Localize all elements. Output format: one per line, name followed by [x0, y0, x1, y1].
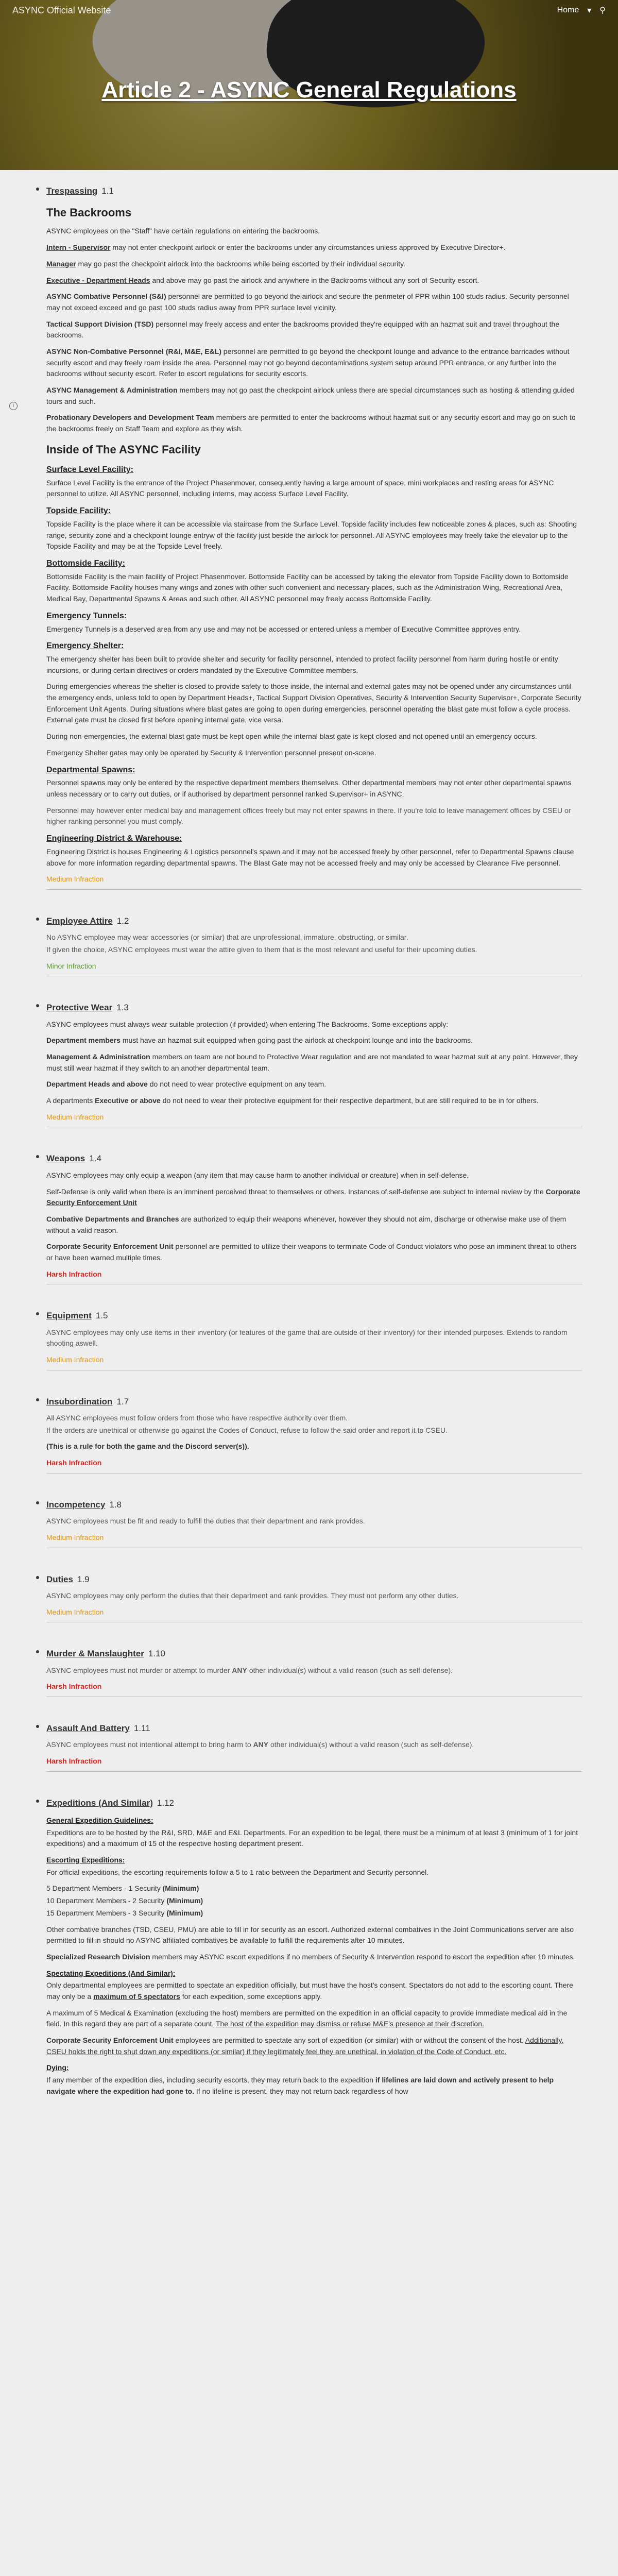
- content: [36, 170, 582, 2130]
- section-assault: [36, 1720, 582, 1779]
- text: If no lifeline is present, they may not return back regardless of how: [194, 2087, 408, 2095]
- bullet: [36, 1501, 39, 1504]
- paragraph: No ASYNC employee may wear accessories (or similar) that are unprofessional, immature, obstructing, or similar.: [46, 933, 408, 942]
- paragraph: [46, 1980, 582, 2002]
- subheading-small: Spectating Expeditions (And Similar):: [46, 1969, 176, 1977]
- section-title: [46, 1797, 582, 1810]
- paragraph: Expeditions are to be hosted by the R&I, SRD, M&E and E&L Departments. For an expedition to be legal, there must be a minimum of at least 3 (minimum of 1 for joint expeditions) and a maximum of 15 of the respective hosting department present.: [46, 1828, 578, 1848]
- bullet: [36, 188, 39, 191]
- label: Executive or above: [95, 1096, 161, 1105]
- label: Specialized Research Division: [46, 1952, 150, 1961]
- label: Probationary Developers and Development Team: [46, 413, 214, 422]
- paragraph: [46, 242, 582, 253]
- link[interactable]: Corporate Security Enforcement Unit: [46, 1187, 580, 1207]
- text: other individual(s) without a valid reason (such as self-defense).: [268, 1740, 474, 1749]
- paragraph: [46, 1079, 582, 1090]
- paragraph: [46, 291, 582, 313]
- title-num: 1.3: [116, 1003, 129, 1013]
- paragraph: [46, 346, 582, 380]
- section-title: [46, 1722, 582, 1735]
- bullet: [36, 1312, 39, 1315]
- paragraph: Other combative branches (TSD, CSEU, PMU) are able to fill in for security as an escort. Authorized external combatives in the Joint Communications server are also permitted to fill in should no ASYNC affiliated combatives be available to fulfill the requirements after 10 minutes.: [46, 1925, 574, 1945]
- penalty-badge: Harsh Infraction: [46, 1682, 102, 1691]
- paragraph: [46, 1035, 582, 1046]
- subheading: The Backrooms: [46, 206, 132, 219]
- section-body: [46, 1571, 582, 1630]
- section-body: [46, 182, 582, 897]
- paragraph: ASYNC employees may only use items in their inventory (or features of the game that are outside of their inventory) for their intended purposes. Extends to random shooting aswell.: [46, 1328, 568, 1348]
- text: A departments: [46, 1096, 95, 1105]
- paragraph: Emergency Tunnels is a deserved area from any use and may not be accessed or entered unless a member of Executive Committee approves entry.: [46, 624, 521, 633]
- section-body: [46, 1307, 582, 1377]
- text: personnel are permitted to go beyond the airlock and secure the perimeter of PPR within 100 studs radius. Security personnel may not exceed exceed and go past 100 studs radius away from PPR surface level vicinity.: [46, 292, 569, 312]
- paragraph: If given the choice, ASYNC employees must wear the attire given to them that is the most relevant and useful for their upcoming duties.: [46, 945, 477, 954]
- paragraph: During emergencies whereas the shelter is closed to provide safety to those inside, the internal and external gates may not be opened under any circumstances until the emergency ends, unless told to open by Department Heads+, Tactical Support Division Operatives, Security & Intervention Security Supervisor+, Corporate Security Enforcement Unit Agents. During situations where blast gates are going to open during emergencies, personnel operating the blast gate must follow a cycle process. External gate must be closed first before opening internal gate, vice versa.: [46, 682, 581, 724]
- label: Corporate Security Enforcement Unit: [46, 2036, 174, 2045]
- section-expeditions: [36, 1794, 582, 2103]
- nav-right: [557, 5, 606, 15]
- paragraph: ASYNC employees on the "Staff" have certain regulations on entering the backrooms.: [46, 227, 320, 235]
- paragraph: [46, 319, 582, 341]
- title-text: Duties: [46, 1574, 73, 1584]
- section-trespassing: [36, 182, 582, 897]
- text: If any member of the expedition dies, including security escorts, they may return back to the expedition: [46, 2076, 375, 2084]
- title-num: 1.11: [133, 1723, 150, 1733]
- bullet: [36, 918, 39, 921]
- emphasis: (Minimum): [162, 1884, 199, 1893]
- penalty-badge: Minor Infraction: [46, 961, 96, 970]
- text: personnel are permitted to utilize their weapons to terminate Code of Conduct violators who pose an imminent threat to others or have been warned multiple times.: [46, 1242, 577, 1262]
- paragraph: The emergency shelter has been built to provide shelter and security for facility personnel, intended to protect facility personnel from harm during hostile or entity incursions, or during certain directives or orders mandated by the Executive Committee members.: [46, 655, 558, 674]
- section-equipment: [36, 1307, 582, 1377]
- divider: [46, 889, 582, 890]
- label: Corporate Security Enforcement Unit: [46, 1242, 174, 1251]
- paragraph: [46, 1187, 582, 1209]
- text: are authorized to equip their weapons whenever, however they should not aim, discharge or otherwise make use of them without a valid reason.: [46, 1214, 566, 1234]
- paragraph: All ASYNC employees must follow orders from those who have respective authority over them.: [46, 1414, 348, 1422]
- emphasis: (Minimum): [166, 1896, 203, 1905]
- paragraph: ASYNC employees must always wear suitable protection (if provided) when entering The Backrooms. Some exceptions apply:: [46, 1020, 449, 1028]
- text: 15 Department Members - 3 Security: [46, 1908, 167, 1917]
- paragraph: ASYNC employees may only perform the duties that their department and rank provides. They must not perform any other duties.: [46, 1591, 459, 1600]
- subheading-small: Escorting Expeditions:: [46, 1856, 125, 1865]
- label: Department members: [46, 1036, 121, 1045]
- bullet: [36, 1650, 39, 1653]
- text: personnel may freely access and enter the backrooms provided they're equipped with an hazmat suit and travel throughout the backrooms.: [46, 319, 560, 340]
- section-attire: [36, 912, 582, 984]
- paragraph: [46, 385, 582, 407]
- text: A maximum of 5 Medical & Examination (excluding the host) members are permitted on the expedition in an official capacity to provide immediate medical aid in the field. In this regard they are part of a separate count.: [46, 2008, 568, 2028]
- subheading-small: General Expedition Guidelines:: [46, 1816, 153, 1825]
- text: do not need to wear protective equipment on any team.: [147, 1080, 327, 1089]
- paragraph: Topside Facility is the place where it can be accessible via staircase from the Surface Level. Topside facility includes few noticeable zones & places, such as: Shooting range, security zone and a checkpoint lounge entryw of the facility just beside the airlock for personnel. All ASYNC employees may freely take the elevator up to the Topside Facility and may be at the Topside Level freely.: [46, 519, 577, 551]
- ratio-line: [46, 1883, 582, 1894]
- title-text: Assault And Battery: [46, 1723, 130, 1733]
- text: Only departmental employees are permitted to spectate an expedition officially, but must have the host's consent. Spectators do not add to the escorting count. There may only be a: [46, 1981, 573, 2001]
- penalty-badge: Medium Infraction: [46, 1355, 104, 1364]
- top-bar: [0, 0, 618, 21]
- page-body: [0, 170, 618, 2130]
- subheading: Inside of The ASYNC Facility: [46, 443, 201, 456]
- section-title: [46, 184, 582, 198]
- paragraph: Engineering District is houses Engineering & Logistics personnel's spawn and it may not be accessed freely by other personnel, refer to Departmental Spawns clause above for more information regarding departmental spawns. The Blast Gate may not be accessed freely and may only be accessed by Clearance Five personnel.: [46, 847, 574, 867]
- text: members on team are not bound to Protective Wear regulation and are not mandated to wear hazmat suit at any point. However, they must still wear hazmat if they switch to an another departmental team.: [46, 1053, 578, 1072]
- penalty-badge: Medium Infraction: [46, 1607, 104, 1616]
- penalty-badge: Harsh Infraction: [46, 1269, 102, 1278]
- subheading-small: Dying:: [46, 2063, 69, 2072]
- label: Tactical Support Division (TSD): [46, 319, 154, 328]
- subheading-small: Topside Facility:: [46, 506, 111, 516]
- emphasis: Additionally, CSEU holds the right to shut down any expeditions (or similar) if they legitimately feel they are unethical, in violation of the Code of Conduct, etc.: [46, 2036, 564, 2056]
- title-num: 1.1: [101, 186, 114, 196]
- section-insubordination: [36, 1393, 582, 1481]
- text: Self-Defense is only valid when there is an imminent perceived threat to themselves or others. Instances of self-defense are subject to internal review by the: [46, 1187, 546, 1196]
- chevron-down-icon[interactable]: ▾: [587, 6, 592, 15]
- emphasis: if lifelines are laid down and actively present to help navigate where the expedition had gone to.: [46, 2076, 554, 2095]
- title-num: 1.2: [116, 916, 129, 926]
- paragraph: [46, 2035, 582, 2057]
- text: 10 Department Members - 2 Security: [46, 1896, 167, 1905]
- paragraph: Surface Level Facility is the entrance of the Project Phasenmover, consequently having a large amount of space, mini workplaces and resting areas for ASYNC personnel to utilize. All ASYNC personnel, including interns, may access Surface Level Facility.: [46, 478, 554, 498]
- section-body: [46, 912, 582, 984]
- text: members may not go past the checkpoint airlock unless there are special circumstances such as hosting & attending guided tours and such.: [46, 386, 575, 405]
- paragraph: [46, 1739, 582, 1751]
- paragraph: (This is a rule for both the game and the Discord server(s)).: [46, 1442, 249, 1451]
- paragraph: [46, 2075, 582, 2097]
- paragraph: ASYNC employees may only equip a weapon (any item that may cause harm to another individual or creature) when in self-defense.: [46, 1171, 469, 1179]
- paragraph: [46, 1214, 582, 1236]
- label: Manager: [46, 259, 76, 268]
- paragraph: [46, 1052, 582, 1074]
- section-body: [46, 1794, 582, 2103]
- paragraph: [46, 412, 582, 434]
- section-body: [46, 1720, 582, 1779]
- search-icon[interactable]: ⚲: [599, 6, 606, 15]
- section-incompetency: [36, 1496, 582, 1555]
- paragraph: Emergency Shelter gates may only be operated by Security & Intervention personnel present on-scene.: [46, 748, 376, 757]
- site-name[interactable]: ASYNC Official Website: [12, 5, 111, 15]
- subheading-small: Surface Level Facility:: [46, 465, 133, 474]
- text: employees are permitted to spectate any sort of expedition (or similar) with or without the consent of the host.: [173, 2036, 525, 2045]
- subheading-small: Emergency Shelter:: [46, 641, 124, 651]
- label: ASYNC Non-Combative Personnel (R&I, M&E, E&L): [46, 347, 221, 355]
- paragraph: [46, 275, 582, 286]
- emphasis: maximum of 5 spectators: [93, 1992, 180, 2001]
- section-weapons: [36, 1150, 582, 1292]
- penalty-badge: Harsh Infraction: [46, 1757, 102, 1766]
- title-text: Murder & Manslaughter: [46, 1649, 144, 1659]
- title-text: Incompetency: [46, 1499, 106, 1510]
- section-murder: [36, 1645, 582, 1704]
- paragraph: [46, 1241, 582, 1263]
- section-title: [46, 1573, 582, 1586]
- title-text: Equipment: [46, 1311, 92, 1321]
- text: 5 Department Members - 1 Security: [46, 1884, 163, 1893]
- paragraph: For official expeditions, the escorting requirements follow a 5 to 1 ratio between the Department and Security personnel.: [46, 1868, 429, 1876]
- paragraph: [46, 259, 582, 270]
- paragraph: [46, 1665, 582, 1676]
- text: other individual(s) without a valid reason (such as self-defense).: [247, 1666, 453, 1674]
- title-num: 1.9: [77, 1574, 90, 1584]
- paragraph: [46, 2008, 582, 2030]
- text: and above may go past the airlock and anywhere in the Backrooms without any sort of Security escort.: [150, 276, 479, 284]
- section-title: [46, 1001, 582, 1014]
- paragraph: If the orders are unethical or otherwise go against the Codes of Conduct, refuse to follow the said order and report it to CSEU.: [46, 1426, 448, 1434]
- text: for each expedition, some exceptions apply.: [180, 1992, 322, 2001]
- section-title: [46, 1647, 582, 1660]
- label: ASYNC Management & Administration: [46, 386, 178, 394]
- hero-banner: [0, 0, 618, 170]
- title-num: 1.4: [89, 1154, 101, 1164]
- subheading-small: Bottomside Facility:: [46, 558, 125, 568]
- label: Executive - Department Heads: [46, 276, 150, 284]
- title-text: Expeditions (And Similar): [46, 1798, 153, 1808]
- text: ASYNC employees must not intentional attempt to bring harm to: [46, 1740, 253, 1749]
- bullet: [36, 1155, 39, 1158]
- paragraph: Personnel spawns may only be entered by the respective department members themselves. Other departmental members may not enter other departmental spawns unless necessary or to carry out duties, or if authorised by department personnel ranked Supervisor+ in ASYNC.: [46, 778, 572, 798]
- emphasis: (Minimum): [166, 1908, 203, 1917]
- text: members may ASYNC escort expeditions if no members of Security & Intervention respond to escort the expedition after 10 minutes.: [150, 1952, 575, 1961]
- text: personnel are permitted to go beyond the checkpoint lounge and advance to the entrance barricades without security escort and may freely roam inside the area. Personnel may not go beyond decontaminations system setup around PPR entrance, or any further into the backrooms without security escort. Refer to escort regulations for security escorts.: [46, 347, 570, 378]
- text: must have an hazmat suit equipped when going past the airlock at checkpoint lounge and into the backrooms.: [120, 1036, 473, 1045]
- page-title: Article 2 - ASYNC General Regulations: [101, 77, 517, 103]
- title-num: 1.7: [116, 1396, 129, 1406]
- title-num: 1.12: [157, 1798, 174, 1808]
- section-body: [46, 1150, 582, 1292]
- bullet: [36, 1800, 39, 1803]
- text: do not need to wear their protective equipment for their respective department, but are still required to be in for others.: [160, 1096, 539, 1105]
- emphasis: ANY: [232, 1666, 247, 1674]
- subheading-small: Engineering District & Warehouse:: [46, 834, 182, 843]
- text: ASYNC employees must not murder or attempt to murder: [46, 1666, 232, 1674]
- paragraph: During non-emergencies, the external blast gate must be kept open while the internal blast gate is kept closed and not opened until an emergency occurs.: [46, 732, 537, 741]
- label: Combative Departments and Branches: [46, 1214, 179, 1223]
- divider: [46, 1771, 582, 1772]
- paragraph: [46, 1952, 582, 1963]
- title-text: Weapons: [46, 1154, 85, 1164]
- label: Management & Administration: [46, 1053, 150, 1061]
- section-body: [46, 1393, 582, 1481]
- section-body: [46, 999, 582, 1134]
- ratio-line: [46, 1895, 582, 1907]
- title-text: Protective Wear: [46, 1003, 113, 1013]
- section-title: [46, 914, 582, 928]
- label: Intern - Supervisor: [46, 243, 111, 252]
- subheading-small: Emergency Tunnels:: [46, 611, 127, 620]
- nav-home[interactable]: Home: [557, 6, 579, 14]
- bullet: [36, 1725, 39, 1728]
- title-text: Employee Attire: [46, 916, 113, 926]
- bullet: [36, 1398, 39, 1401]
- paragraph: Bottomside Facility is the main facility of Project Phasenmover. Bottomside Facility can be accessed by taking the elevator from Topside Facility down to Bottomside Facility. Bottomside Facility houses many wings and zones with other such convenient and necessary places, such as the Administration Wing, Recreational Area, Medical Bay, Departmental Spawns & Areas and such other. All ASYNC personnel may freely access Bottomside Facility.: [46, 572, 569, 603]
- section-protective-wear: [36, 999, 582, 1134]
- title-num: 1.8: [109, 1499, 122, 1510]
- penalty-badge: Medium Infraction: [46, 1533, 104, 1541]
- title-num: 1.5: [95, 1311, 108, 1321]
- info-icon[interactable]: i: [9, 402, 18, 410]
- section-title: [46, 1309, 582, 1323]
- paragraph: ASYNC employees must be fit and ready to fulfill the duties that their department and rank provides.: [46, 1517, 365, 1526]
- emphasis: The host of the expedition may dismiss or refuse M&E's presence at their discretion.: [215, 2020, 484, 2028]
- section-body: [46, 1645, 582, 1704]
- paragraph: Personnel may however enter medical bay and management offices freely but may not enter spawns in there. If you're told to leave management offices by CSEU or higher ranking personnel you must comply.: [46, 806, 571, 826]
- label: ASYNC Combative Personnel (S&I): [46, 292, 166, 301]
- section-title: [46, 1152, 582, 1165]
- title-text: Trespassing: [46, 186, 98, 196]
- section-duties: [36, 1571, 582, 1630]
- section-title: [46, 1395, 582, 1409]
- section-body: [46, 1496, 582, 1555]
- label: Department Heads and above: [46, 1080, 148, 1089]
- text: may go past the checkpoint airlock into the backrooms while being escorted by their individual security.: [76, 259, 405, 268]
- bullet: [36, 1004, 39, 1007]
- penalty-badge: Harsh Infraction: [46, 1459, 102, 1467]
- paragraph: [46, 1095, 582, 1107]
- section-title: [46, 1498, 582, 1512]
- title-num: 1.10: [148, 1649, 165, 1659]
- penalty-badge: Medium Infraction: [46, 1112, 104, 1121]
- ratio-line: [46, 1908, 582, 1919]
- penalty-badge: Medium Infraction: [46, 875, 104, 884]
- subheading-small: Departmental Spawns:: [46, 765, 135, 774]
- emphasis: ANY: [253, 1740, 269, 1749]
- title-text: Insubordination: [46, 1396, 113, 1406]
- text: may not enter checkpoint airlock or enter the backrooms under any circumstances unless approved by Executive Director+.: [110, 243, 506, 252]
- bullet: [36, 1576, 39, 1579]
- text: members are permitted to enter the backrooms without hazmat suit or any security escort and may go on such to the backrooms freely on Staff Team and explore as they wish.: [46, 413, 576, 433]
